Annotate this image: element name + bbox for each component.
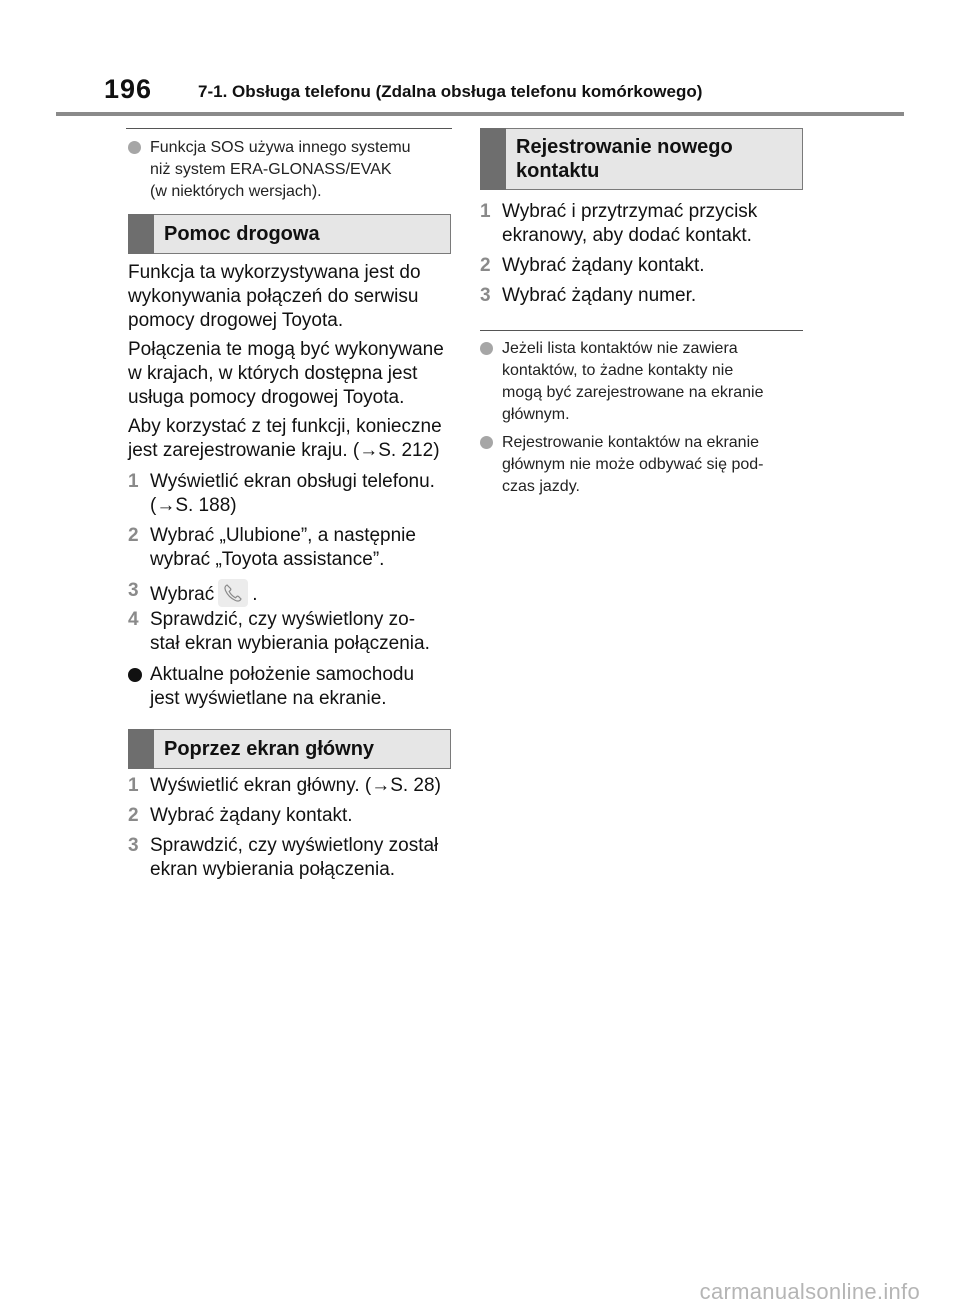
text-line: usługa pomocy drogowej Toyota. (128, 387, 405, 408)
step-item (126, 579, 454, 607)
step-number: 2 (480, 255, 491, 276)
step-item (126, 834, 476, 882)
page-header (0, 0, 960, 120)
note-line: Rejestrowanie kontaktów na ekranie (502, 434, 760, 451)
step-line: Wybrać żądany numer. (502, 285, 697, 306)
step-number: 4 (128, 609, 139, 630)
step-line: Wybrać żądany kontakt. (150, 805, 353, 826)
note-line: głównym. (502, 406, 570, 423)
step-text: . (252, 584, 258, 605)
step-item (126, 470, 454, 518)
step-number: 3 (128, 835, 139, 856)
note-line: czas jazdy. (502, 478, 580, 495)
paragraph-3 (128, 415, 454, 463)
step-line: ekranowy, aby dodać kontakt. (502, 225, 752, 246)
step-line: Wybrać i przytrzymać przycisk (502, 201, 758, 222)
note-line: głównym nie może odbywać się pod- (502, 456, 764, 473)
chapter-title: 7-1. Obsługa telefonu (Zdalna obsługa telefonu komórkowego) (198, 82, 703, 101)
section-heading-ekran-glowny (128, 729, 451, 769)
section-title (516, 135, 776, 183)
step-line: Wybrać żądany kontakt. (502, 255, 705, 276)
step-item (126, 774, 476, 798)
step-number: 3 (128, 580, 139, 601)
paragraph-2 (128, 338, 454, 410)
step-number: 2 (128, 805, 139, 826)
header-rule (56, 112, 904, 116)
note-item (478, 338, 804, 426)
step-item (478, 284, 806, 308)
note-line: niż system ERA-GLONASS/EVAK (150, 161, 392, 178)
section-title: Pomoc drogowa (164, 223, 320, 245)
note-bullet-icon (128, 141, 141, 154)
bullet-line: jest wyświetlane na ekranie. (150, 688, 387, 709)
text-line: Połączenia te mogą być wykonywane (128, 339, 444, 360)
section-heading-rejestrowanie (480, 128, 803, 190)
note-bullet-icon (480, 342, 493, 355)
step-line: Wyświetlić ekran obsługi telefonu. (150, 471, 435, 492)
text-line: Aby korzystać z tej funkcji, konieczne (128, 416, 442, 437)
step-number: 2 (128, 525, 139, 546)
step-line: stał ekran wybierania połączenia. (150, 633, 430, 654)
step-line: ekran wybierania połączenia. (150, 859, 396, 880)
step-line: Wybrać „Ulubione”, a następnie (150, 525, 416, 546)
paragraph-1 (128, 261, 454, 333)
note-line: Funkcja SOS używa innego systemu (150, 139, 411, 156)
step-line: (→S. 188) (150, 495, 237, 516)
bullet-item (126, 663, 454, 711)
bullet-icon (128, 668, 142, 682)
step-number: 1 (128, 471, 139, 492)
note-line: Jeżeli lista kontaktów nie zawiera (502, 340, 738, 357)
note-sos (126, 137, 452, 203)
bullet-line: Aktualne położenie samochodu (150, 664, 415, 685)
step-line: Wyświetlić ekran główny. (→S. 28) (150, 775, 441, 796)
step-number: 3 (480, 285, 491, 306)
page-number: 196 (104, 74, 153, 104)
section-title-line: kontaktu (516, 160, 600, 182)
note-rule (126, 128, 452, 129)
section-title: Poprzez ekran główny (164, 738, 375, 760)
note-line: (w niektórych wersjach). (150, 183, 322, 200)
section-heading-pomoc-drogowa (128, 214, 451, 254)
section-title-line: Rejestrowanie nowego (516, 136, 733, 158)
step-line: wybrać „Toyota assistance”. (150, 549, 385, 570)
step-text: Wybrać (150, 584, 215, 605)
note-bullet-icon (480, 436, 493, 449)
step-item (126, 524, 454, 572)
note-line: kontaktów, to żadne kontakty nie (502, 362, 734, 379)
step-number: 1 (128, 775, 139, 796)
section-bar (128, 729, 154, 769)
text-line: Funkcja ta wykorzystywana jest do (128, 262, 421, 283)
step-line: Sprawdzić, czy wyświetlony zo- (150, 609, 416, 630)
text-line: w krajach, w których dostępna jest (128, 363, 418, 384)
step-item (478, 254, 806, 278)
text-line: pomocy drogowej Toyota. (128, 310, 344, 331)
text-line: jest zarejestrowanie kraju. (→S. 212) (128, 440, 440, 461)
section-bar (480, 128, 506, 190)
watermark: carmanualsonline.info (699, 1279, 920, 1304)
step-item (126, 804, 454, 828)
phone-icon (218, 579, 248, 607)
section-bar (128, 214, 154, 254)
text-line: wykonywania połączeń do serwisu (128, 286, 419, 307)
step-line: Sprawdzić, czy wyświetlony został (150, 835, 439, 856)
note-rule (480, 330, 803, 331)
step-item (478, 200, 806, 248)
step-number: 1 (480, 201, 491, 222)
note-line: mogą być zarejestrowane na ekranie (502, 384, 764, 401)
note-item (478, 432, 804, 498)
step-item (126, 608, 476, 656)
